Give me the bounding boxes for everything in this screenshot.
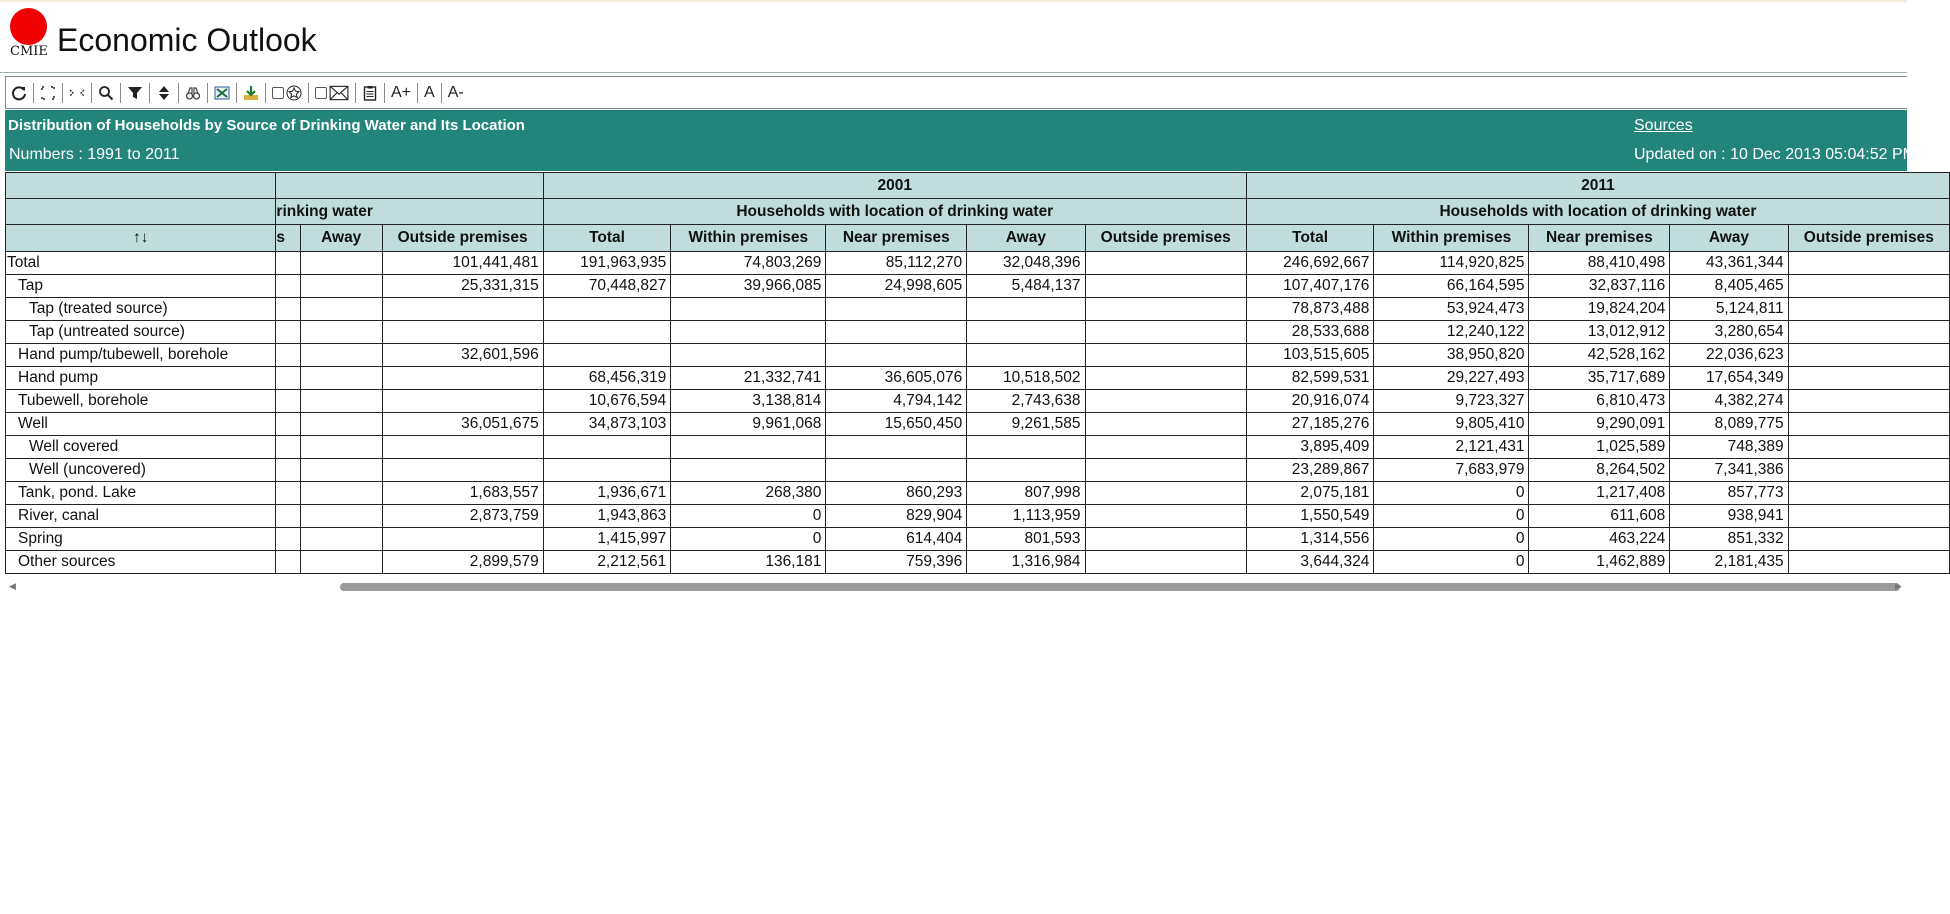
- row-label: Other sources: [6, 551, 276, 574]
- table-row[interactable]: [6, 367, 1950, 390]
- cell-y01-within: 0: [671, 528, 826, 551]
- cell-y01-total: [543, 436, 671, 459]
- cell-y11-near: 463,224: [1529, 528, 1670, 551]
- header-year-2001: 2001: [543, 173, 1246, 199]
- row-label: River, canal: [6, 505, 276, 528]
- cell-y01-within: 0: [671, 505, 826, 528]
- toolbar-separator: [441, 83, 442, 103]
- cell-y11-within: 9,723,327: [1374, 390, 1529, 413]
- cell-y01-away: [967, 321, 1085, 344]
- cell-y11-away: 748,389: [1670, 436, 1788, 459]
- cell-y11-near: 88,410,498: [1529, 252, 1670, 275]
- table-row[interactable]: [6, 528, 1950, 551]
- cell-y01-near: 614,404: [826, 528, 967, 551]
- cell-y01-total: [543, 298, 671, 321]
- cell-y11-out: [1788, 344, 1949, 367]
- cell-y11-away: 43,361,344: [1670, 252, 1788, 275]
- cell-y11-within: 38,950,820: [1374, 344, 1529, 367]
- cell-y11-total: 246,692,667: [1246, 252, 1374, 275]
- cell-y01-near: 15,650,450: [826, 413, 967, 436]
- cell-c1991-away: [300, 275, 382, 298]
- cell-y11-near: 19,824,204: [1529, 298, 1670, 321]
- sort-icon[interactable]: [151, 81, 177, 105]
- cell-y01-total: [543, 321, 671, 344]
- cell-y01-total: [543, 459, 671, 482]
- cell-y01-away: 5,484,137: [967, 275, 1085, 298]
- cell-y11-within: 12,240,122: [1374, 321, 1529, 344]
- cell-y01-out: [1085, 528, 1246, 551]
- cell-y01-near: 829,904: [826, 505, 967, 528]
- cell-y01-near: [826, 459, 967, 482]
- cell-y11-within: 29,227,493: [1374, 367, 1529, 390]
- cell-c1991-away: [300, 344, 382, 367]
- toolbar-separator: [417, 83, 418, 103]
- table-body: [6, 252, 1950, 574]
- data-table: [5, 172, 1950, 574]
- cell-y01-out: [1085, 367, 1246, 390]
- cell-y11-near: 8,264,502: [1529, 459, 1670, 482]
- cell-y01-within: 3,138,814: [671, 390, 826, 413]
- toolbar-separator: [91, 83, 92, 103]
- cell-y01-away: [967, 298, 1085, 321]
- cell-y11-out: [1788, 528, 1949, 551]
- cell-y11-near: 6,810,473: [1529, 390, 1670, 413]
- cell-y11-near: 1,217,408: [1529, 482, 1670, 505]
- favourite-toggle[interactable]: [267, 81, 307, 105]
- cell-c1991-s: [276, 482, 300, 505]
- cell-y01-out: [1085, 436, 1246, 459]
- cell-y11-total: 20,916,074: [1246, 390, 1374, 413]
- cell-y11-away: 17,654,349: [1670, 367, 1788, 390]
- cell-c1991-out: 101,441,481: [382, 252, 543, 275]
- cell-y01-out: [1085, 275, 1246, 298]
- cell-y01-away: 32,048,396: [967, 252, 1085, 275]
- col-2011-within[interactable]: Within premises: [1374, 225, 1529, 252]
- cell-y01-total: [543, 344, 671, 367]
- cell-y01-total: 1,936,671: [543, 482, 671, 505]
- cell-y11-total: 1,550,549: [1246, 505, 1374, 528]
- cell-y11-away: 8,405,465: [1670, 275, 1788, 298]
- cell-y11-within: 0: [1374, 551, 1529, 574]
- cell-c1991-out: 32,601,596: [382, 344, 543, 367]
- cell-y01-away: [967, 344, 1085, 367]
- cell-y11-out: [1788, 459, 1949, 482]
- col-2001-near[interactable]: Near premises: [826, 225, 967, 252]
- toolbar-separator: [120, 83, 121, 103]
- cell-y01-away: [967, 459, 1085, 482]
- binoculars-icon[interactable]: [180, 81, 206, 105]
- cell-c1991-away: [300, 459, 382, 482]
- cell-y01-out: [1085, 298, 1246, 321]
- cell-c1991-s: [276, 252, 300, 275]
- cell-c1991-away: [300, 551, 382, 574]
- cell-c1991-s: [276, 528, 300, 551]
- download-icon[interactable]: [238, 81, 264, 105]
- cell-y11-total: 2,075,181: [1246, 482, 1374, 505]
- cell-y01-total: 2,212,561: [543, 551, 671, 574]
- cell-y11-within: 9,805,410: [1374, 413, 1529, 436]
- search-icon[interactable]: [93, 81, 119, 105]
- cell-y11-total: 23,289,867: [1246, 459, 1374, 482]
- cell-y01-out: [1085, 551, 1246, 574]
- cell-y11-near: 13,012,912: [1529, 321, 1670, 344]
- toolbar: [5, 76, 1907, 109]
- cell-y01-within: [671, 459, 826, 482]
- cell-y01-away: [967, 436, 1085, 459]
- table-row[interactable]: [6, 275, 1950, 298]
- row-label: Tank, pond. Lake: [6, 482, 276, 505]
- cell-y01-within: 136,181: [671, 551, 826, 574]
- cell-y11-away: 7,341,386: [1670, 459, 1788, 482]
- cell-y01-near: 24,998,605: [826, 275, 967, 298]
- cell-y11-near: 35,717,689: [1529, 367, 1670, 390]
- col-2001-away[interactable]: Away: [967, 225, 1085, 252]
- cell-y01-total: 68,456,319: [543, 367, 671, 390]
- cell-c1991-out: [382, 390, 543, 413]
- cell-c1991-away: [300, 436, 382, 459]
- cell-y01-near: [826, 298, 967, 321]
- notes-icon[interactable]: [357, 81, 383, 105]
- cell-y11-away: 5,124,811: [1670, 298, 1788, 321]
- excel-icon[interactable]: [209, 81, 235, 105]
- cell-y11-within: 0: [1374, 482, 1529, 505]
- cell-y11-away: 3,280,654: [1670, 321, 1788, 344]
- cell-y11-within: 7,683,979: [1374, 459, 1529, 482]
- cmie-logo-text: CMIE: [10, 44, 48, 59]
- cell-c1991-out: 2,873,759: [382, 505, 543, 528]
- cell-c1991-s: [276, 390, 300, 413]
- table-row[interactable]: [6, 436, 1950, 459]
- cell-y01-near: 85,112,270: [826, 252, 967, 275]
- cell-y11-out: [1788, 551, 1949, 574]
- col-2011-total[interactable]: Total: [1246, 225, 1374, 252]
- row-label: Hand pump: [6, 367, 276, 390]
- col-2011-outside[interactable]: Outside premises: [1788, 225, 1949, 252]
- cell-c1991-s: [276, 551, 300, 574]
- cell-y11-out: [1788, 252, 1949, 275]
- fullscreen-icon[interactable]: [35, 81, 61, 105]
- cell-c1991-away: [300, 482, 382, 505]
- cell-y11-within: 53,924,473: [1374, 298, 1529, 321]
- cell-y11-away: 8,089,775: [1670, 413, 1788, 436]
- cell-c1991-away: [300, 321, 382, 344]
- cell-y01-total: 191,963,935: [543, 252, 671, 275]
- row-label: Tubewell, borehole: [6, 390, 276, 413]
- cell-c1991-out: 1,683,557: [382, 482, 543, 505]
- horizontal-scrollbar[interactable]: [5, 580, 1907, 594]
- cell-y11-total: 27,185,276: [1246, 413, 1374, 436]
- updated-timestamp: Updated on : 10 Dec 2013 05:04:52 PM: [1634, 146, 1916, 163]
- table-row[interactable]: [6, 551, 1950, 574]
- cell-y01-near: [826, 344, 967, 367]
- row-label: Hand pump/tubewell, borehole: [6, 344, 276, 367]
- cell-y11-total: 107,407,176: [1246, 275, 1374, 298]
- table-row[interactable]: [6, 321, 1950, 344]
- cell-c1991-out: 36,051,675: [382, 413, 543, 436]
- header-year-2011: 2011: [1246, 173, 1949, 199]
- refresh-icon[interactable]: [6, 81, 32, 105]
- header-blank: [6, 199, 276, 225]
- table-banner: [5, 110, 1916, 171]
- cell-y01-near: [826, 321, 967, 344]
- favourite-checkbox[interactable]: [272, 87, 284, 99]
- cell-y01-within: 39,966,085: [671, 275, 826, 298]
- cell-c1991-s: [276, 367, 300, 390]
- cmie-logo-dot: [10, 8, 47, 45]
- col-1991-partial[interactable]: s: [276, 225, 300, 252]
- header-year-1991: [276, 173, 543, 199]
- col-2001-total[interactable]: Total: [543, 225, 671, 252]
- cell-c1991-s: [276, 413, 300, 436]
- cell-y01-away: 10,518,502: [967, 367, 1085, 390]
- cell-y11-within: 114,920,825: [1374, 252, 1529, 275]
- header-row-groups: [6, 199, 1950, 225]
- cell-c1991-s: [276, 436, 300, 459]
- cell-y11-within: 0: [1374, 528, 1529, 551]
- table-title: Distribution of Households by Source of Drinking Water and Its Location: [8, 117, 525, 134]
- cell-y11-near: 32,837,116: [1529, 275, 1670, 298]
- col-1991-away[interactable]: Away: [300, 225, 382, 252]
- table-subtitle: Numbers : 1991 to 2011: [9, 146, 180, 163]
- cell-y11-near: 1,462,889: [1529, 551, 1670, 574]
- cell-y01-out: [1085, 344, 1246, 367]
- row-label: Well (uncovered): [6, 459, 276, 482]
- header-blank: [6, 173, 276, 199]
- cell-y01-out: [1085, 413, 1246, 436]
- cell-c1991-out: [382, 528, 543, 551]
- cell-y11-total: 82,599,531: [1246, 367, 1374, 390]
- cell-c1991-away: [300, 528, 382, 551]
- toolbar-separator: [178, 83, 179, 103]
- table-row[interactable]: [6, 413, 1950, 436]
- font-normal-button[interactable]: A: [424, 83, 435, 101]
- cell-y01-total: 1,943,863: [543, 505, 671, 528]
- cell-c1991-s: [276, 275, 300, 298]
- cell-y11-away: 4,382,274: [1670, 390, 1788, 413]
- cell-y11-out: [1788, 482, 1949, 505]
- cell-c1991-out: 2,899,579: [382, 551, 543, 574]
- cell-y01-away: 2,743,638: [967, 390, 1085, 413]
- cell-y11-near: 9,290,091: [1529, 413, 1670, 436]
- table-row[interactable]: [6, 252, 1950, 275]
- cell-y11-within: 0: [1374, 505, 1529, 528]
- header-group-2011: Households with location of drinking water: [1246, 199, 1949, 225]
- cell-c1991-away: [300, 390, 382, 413]
- table-row[interactable]: [6, 505, 1950, 528]
- cell-y11-total: 78,873,488: [1246, 298, 1374, 321]
- toolbar-separator: [265, 83, 266, 103]
- col-2011-near[interactable]: Near premises: [1529, 225, 1670, 252]
- cell-y11-near: 42,528,162: [1529, 344, 1670, 367]
- cell-y11-out: [1788, 390, 1949, 413]
- col-2001-outside[interactable]: Outside premises: [1085, 225, 1246, 252]
- toolbar-separator: [236, 83, 237, 103]
- row-label: Tap: [6, 275, 276, 298]
- cell-y01-out: [1085, 390, 1246, 413]
- cell-y01-away: 1,316,984: [967, 551, 1085, 574]
- cell-y01-within: 74,803,269: [671, 252, 826, 275]
- toolbar-separator: [62, 83, 63, 103]
- row-label: Well: [6, 413, 276, 436]
- sources-link[interactable]: Sources: [1634, 117, 1693, 134]
- cell-c1991-away: [300, 413, 382, 436]
- cell-y11-within: 2,121,431: [1374, 436, 1529, 459]
- table-row[interactable]: [6, 344, 1950, 367]
- cell-y11-out: [1788, 413, 1949, 436]
- header-group-1991: rinking water: [276, 199, 543, 225]
- scroll-right-icon[interactable]: ▶: [1895, 582, 1902, 592]
- app-title: Economic Outlook: [57, 22, 317, 58]
- cell-y11-away: 22,036,623: [1670, 344, 1788, 367]
- col-1991-outside[interactable]: Outside premises: [382, 225, 543, 252]
- cell-y01-away: 1,113,959: [967, 505, 1085, 528]
- cell-c1991-away: [300, 505, 382, 528]
- cell-c1991-out: 25,331,315: [382, 275, 543, 298]
- cell-y01-out: [1085, 482, 1246, 505]
- filter-icon[interactable]: [122, 81, 148, 105]
- row-label: Total: [6, 252, 276, 275]
- cell-y11-within: 66,164,595: [1374, 275, 1529, 298]
- cell-y11-away: 2,181,435: [1670, 551, 1788, 574]
- cell-y11-out: [1788, 367, 1949, 390]
- cell-c1991-away: [300, 367, 382, 390]
- cell-y01-near: 4,794,142: [826, 390, 967, 413]
- cell-y01-near: [826, 436, 967, 459]
- font-decrease-button[interactable]: A-: [447, 83, 464, 101]
- cell-c1991-out: [382, 321, 543, 344]
- email-toggle[interactable]: [310, 81, 354, 105]
- cell-c1991-out: [382, 367, 543, 390]
- cell-y01-out: [1085, 459, 1246, 482]
- font-increase-button[interactable]: A+: [391, 83, 412, 101]
- header-row-columns: [6, 225, 1950, 252]
- toolbar-separator: [33, 83, 34, 103]
- cell-c1991-s: [276, 344, 300, 367]
- cell-y01-total: 1,415,997: [543, 528, 671, 551]
- header-group-2001: Households with location of drinking water: [543, 199, 1246, 225]
- cell-y01-within: 268,380: [671, 482, 826, 505]
- cell-y01-total: 34,873,103: [543, 413, 671, 436]
- cell-c1991-away: [300, 252, 382, 275]
- star-icon: [286, 85, 302, 101]
- cell-c1991-s: [276, 321, 300, 344]
- cell-y11-total: 3,895,409: [1246, 436, 1374, 459]
- cell-y11-out: [1788, 321, 1949, 344]
- table-row[interactable]: [6, 298, 1950, 321]
- row-label: Tap (treated source): [6, 298, 276, 321]
- cell-y01-away: 801,593: [967, 528, 1085, 551]
- scrollbar-thumb[interactable]: [340, 583, 1900, 591]
- cell-y11-out: [1788, 298, 1949, 321]
- toolbar-separator: [355, 83, 356, 103]
- cell-y01-within: 21,332,741: [671, 367, 826, 390]
- cell-y11-away: 938,941: [1670, 505, 1788, 528]
- email-checkbox[interactable]: [315, 87, 327, 99]
- table-row[interactable]: [6, 482, 1950, 505]
- cell-y11-away: 857,773: [1670, 482, 1788, 505]
- cell-y11-out: [1788, 505, 1949, 528]
- cell-c1991-s: [276, 459, 300, 482]
- toolbar-separator: [149, 83, 150, 103]
- toolbar-separator: [308, 83, 309, 103]
- cell-y01-total: 70,448,827: [543, 275, 671, 298]
- cell-y11-total: 1,314,556: [1246, 528, 1374, 551]
- cell-y11-near: 611,608: [1529, 505, 1670, 528]
- table-row[interactable]: [6, 390, 1950, 413]
- cell-y11-away: 851,332: [1670, 528, 1788, 551]
- col-2001-within[interactable]: Within premises: [671, 225, 826, 252]
- cell-y01-near: 860,293: [826, 482, 967, 505]
- cell-y01-out: [1085, 505, 1246, 528]
- cell-y01-out: [1085, 321, 1246, 344]
- cell-y11-total: 28,533,688: [1246, 321, 1374, 344]
- cell-y01-near: 759,396: [826, 551, 967, 574]
- toolbar-separator: [207, 83, 208, 103]
- app-header: [0, 0, 1907, 73]
- cell-y01-near: 36,605,076: [826, 367, 967, 390]
- email-icon: [329, 85, 349, 101]
- cell-y01-within: [671, 344, 826, 367]
- cell-c1991-away: [300, 298, 382, 321]
- cell-y01-within: [671, 436, 826, 459]
- cell-y01-away: 9,261,585: [967, 413, 1085, 436]
- row-label: Well covered: [6, 436, 276, 459]
- cell-c1991-s: [276, 298, 300, 321]
- data-table-viewport[interactable]: [5, 172, 1934, 576]
- cell-y01-within: [671, 321, 826, 344]
- cell-y01-within: 9,961,068: [671, 413, 826, 436]
- cell-y11-near: 1,025,589: [1529, 436, 1670, 459]
- row-label: Spring: [6, 528, 276, 551]
- sort-toggle[interactable]: ↑↓: [6, 225, 276, 252]
- cell-c1991-out: [382, 459, 543, 482]
- cell-c1991-s: [276, 505, 300, 528]
- col-2011-away[interactable]: Away: [1670, 225, 1788, 252]
- table-row[interactable]: [6, 459, 1950, 482]
- row-label: Tap (untreated source): [6, 321, 276, 344]
- scroll-left-icon[interactable]: ◀: [9, 582, 16, 592]
- toolbar-separator: [384, 83, 385, 103]
- cell-y01-within: [671, 298, 826, 321]
- cell-y11-total: 103,515,605: [1246, 344, 1374, 367]
- collapse-icon[interactable]: [64, 81, 90, 105]
- cell-c1991-out: [382, 298, 543, 321]
- cell-y01-total: 10,676,594: [543, 390, 671, 413]
- cell-y11-out: [1788, 436, 1949, 459]
- cell-y11-total: 3,644,324: [1246, 551, 1374, 574]
- cell-c1991-out: [382, 436, 543, 459]
- cell-y01-away: 807,998: [967, 482, 1085, 505]
- header-row-years: [6, 173, 1950, 199]
- cell-y11-out: [1788, 275, 1949, 298]
- cell-y01-out: [1085, 252, 1246, 275]
